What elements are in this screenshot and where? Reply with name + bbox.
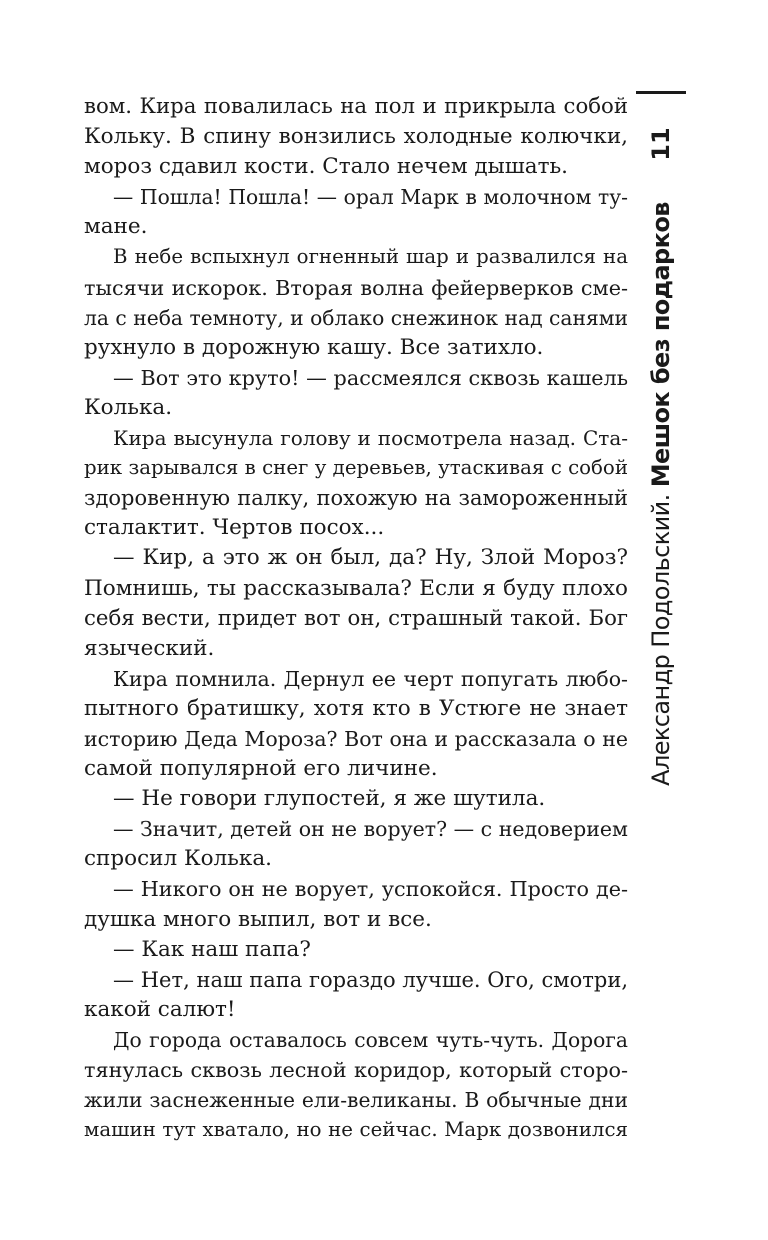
text-line: — Как наш папа? bbox=[113, 936, 311, 962]
text-line: Колька. bbox=[84, 394, 173, 420]
running-head bbox=[647, 202, 675, 786]
text-line: мане. bbox=[84, 214, 148, 240]
text-line: — Никого он не ворует, успокойся. Просто де- bbox=[113, 877, 628, 902]
text-line: тянулась сквозь лесной коридор, который сторо- bbox=[84, 1058, 628, 1082]
text-line: жили заснеженные ели-великаны. В обычные дни bbox=[84, 1088, 628, 1113]
text-line: пытного братишку, хотя кто в Устюге не знает bbox=[84, 695, 628, 721]
text-line: ла с неба темноту, и облако снежинок над санями bbox=[84, 305, 628, 330]
text-line: машин тут хватало, но не сейчас. Марк дозвонился bbox=[84, 1118, 628, 1142]
text-line: До города оставалось совсем чуть-чуть. Дорога bbox=[113, 1027, 628, 1052]
text-line: какой салют! bbox=[84, 996, 236, 1022]
text-line: Кира высунула голову и посмотрела назад. Ста- bbox=[113, 426, 628, 451]
body-text bbox=[84, 92, 628, 1145]
text-line: вом. Кира повалилась на пол и прикрыла собой bbox=[84, 94, 628, 119]
text-line: самой популярной его личине. bbox=[84, 756, 438, 782]
page-number: 11 bbox=[647, 127, 675, 161]
text-line: спросил Колька. bbox=[84, 846, 272, 872]
text-line: В небе вспыхнул огненный шар и развалился на bbox=[113, 245, 628, 269]
text-line: Кира помнила. Дернул ее черт попугать любо- bbox=[113, 666, 628, 691]
running-head-title: Мешок без подарков bbox=[647, 202, 675, 488]
text-line: Помнишь, ты рассказывала? Если я буду плохо bbox=[84, 575, 628, 601]
text-line: — Пошла! Пошла! — орал Марк в молочном ту- bbox=[113, 185, 628, 210]
text-line: сталактит. Чертов посох... bbox=[84, 515, 385, 541]
header-rule bbox=[636, 91, 686, 94]
text-line: рик зарывался в снег у деревьев, утаскивая с собой bbox=[84, 456, 628, 480]
text-line: душка много выпил, вот и все. bbox=[84, 906, 432, 932]
text-line: — Вот это круто! — рассмеялся сквозь кашель bbox=[113, 365, 628, 390]
text-line: — Не говори глупостей, я же шутила. bbox=[113, 786, 546, 812]
text-line: рухнуло в дорожную кашу. Все затихло. bbox=[84, 334, 544, 360]
text-line: тысячи искорок. Вторая волна фейерверков сме- bbox=[84, 275, 628, 300]
running-head-author: Александр Подольский. bbox=[647, 494, 675, 786]
text-line: — Кир, а это ж он был, да? Ну, Злой Мороз? bbox=[113, 545, 628, 571]
text-line: мороз сдавил кости. Стало нечем дышать. bbox=[84, 154, 569, 180]
text-line: — Значит, детей он не ворует? — с недоверием bbox=[113, 817, 628, 842]
text-line: — Нет, наш папа гораздо лучше. Ого, смотри, bbox=[113, 967, 628, 992]
text-line: историю Деда Мороза? Вот она и рассказала о не bbox=[84, 726, 628, 751]
text-line: здоровенную палку, похожую на замороженный bbox=[84, 486, 628, 511]
text-line: себя вести, придет вот он, страшный такой. Бог bbox=[84, 605, 628, 631]
text-line: Кольку. В спину вонзились холодные колючки, bbox=[84, 124, 628, 150]
text-line: языческий. bbox=[84, 635, 215, 661]
